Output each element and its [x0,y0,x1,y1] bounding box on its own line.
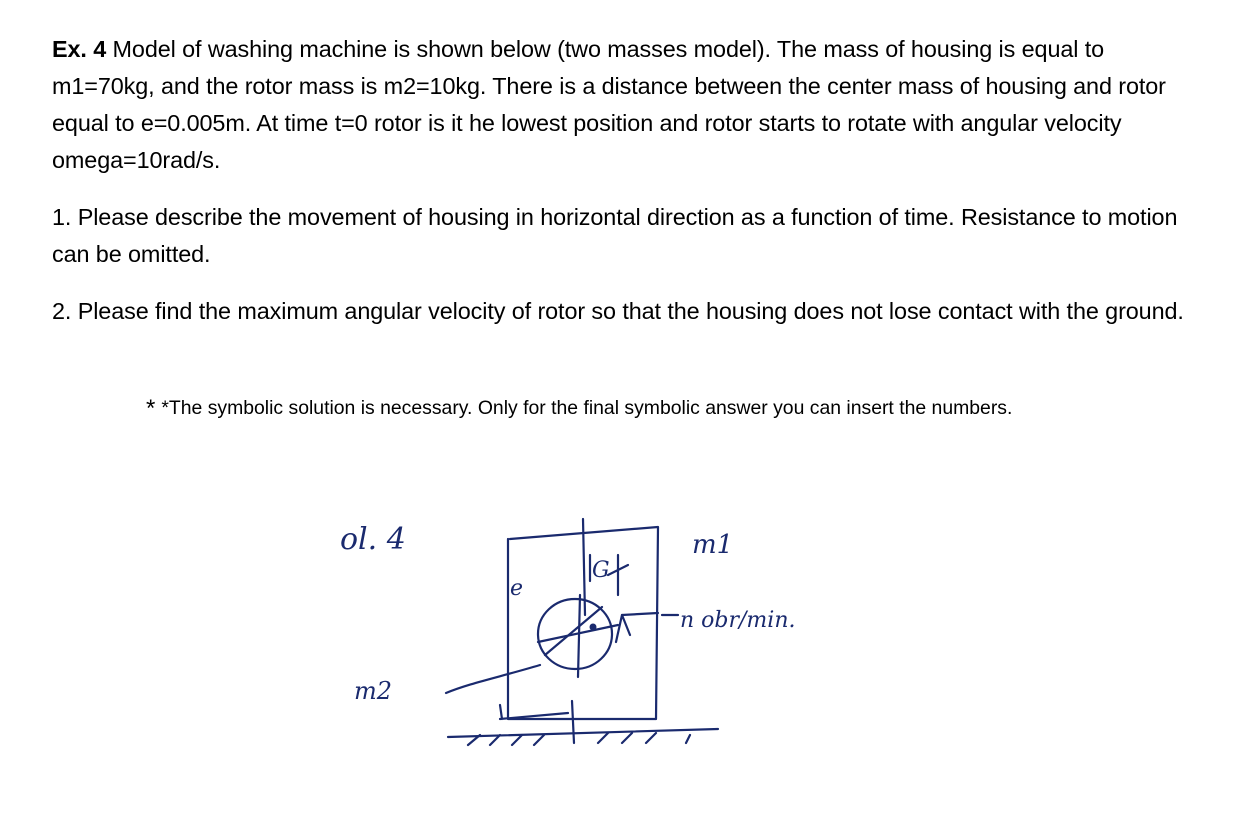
rotor-axis-vertical [578,595,580,677]
figure-label: ol. 4 [340,522,406,557]
m2-leader-line [446,665,540,693]
e-label: e [510,576,524,601]
exercise-intro: Model of washing machine is shown below (two masses model). The mass of housing is equal to m1=70kg, and the rotor mass is m2=10kg. There is a distance between the center mass of housing and rotor equal to e=0.005m. At time t=0 rotor is it he lowest position and rotor starts to rotate with angular velocity omega=10rad/s. [52,36,1166,173]
exercise-text [52,31,1202,330]
task-2: 2. Please find the maximum angular velocity of rotor so that the housing does not lose contact with the ground. [52,298,1184,324]
solution-note [146,393,1012,422]
rotation-arrow [616,615,630,642]
sketch-canvas [340,497,915,747]
m2-label: m2 [354,677,393,705]
rotor-eccentric-mass [590,624,597,631]
note-star: * [146,395,156,422]
washing-machine-sketch [340,497,915,747]
ground-line [448,729,718,737]
note-text: *The symbolic solution is necessary. Only for the final symbolic answer you can insert the numbers. [161,397,1013,419]
m1-label: m1 [692,530,734,560]
exercise-label: Ex. 4 [52,36,107,62]
task-1: 1. Please describe the movement of housing in horizontal direction as a function of time. Resistance to motion can be omitted. [52,204,1178,267]
housing-cm-mark [608,555,628,595]
speed-label: n obr/min. [680,608,796,633]
g-label: G [592,558,610,583]
exercise-intro-paragraph [52,31,1202,179]
speed-leader-line [622,613,658,615]
ground-support [500,701,574,743]
